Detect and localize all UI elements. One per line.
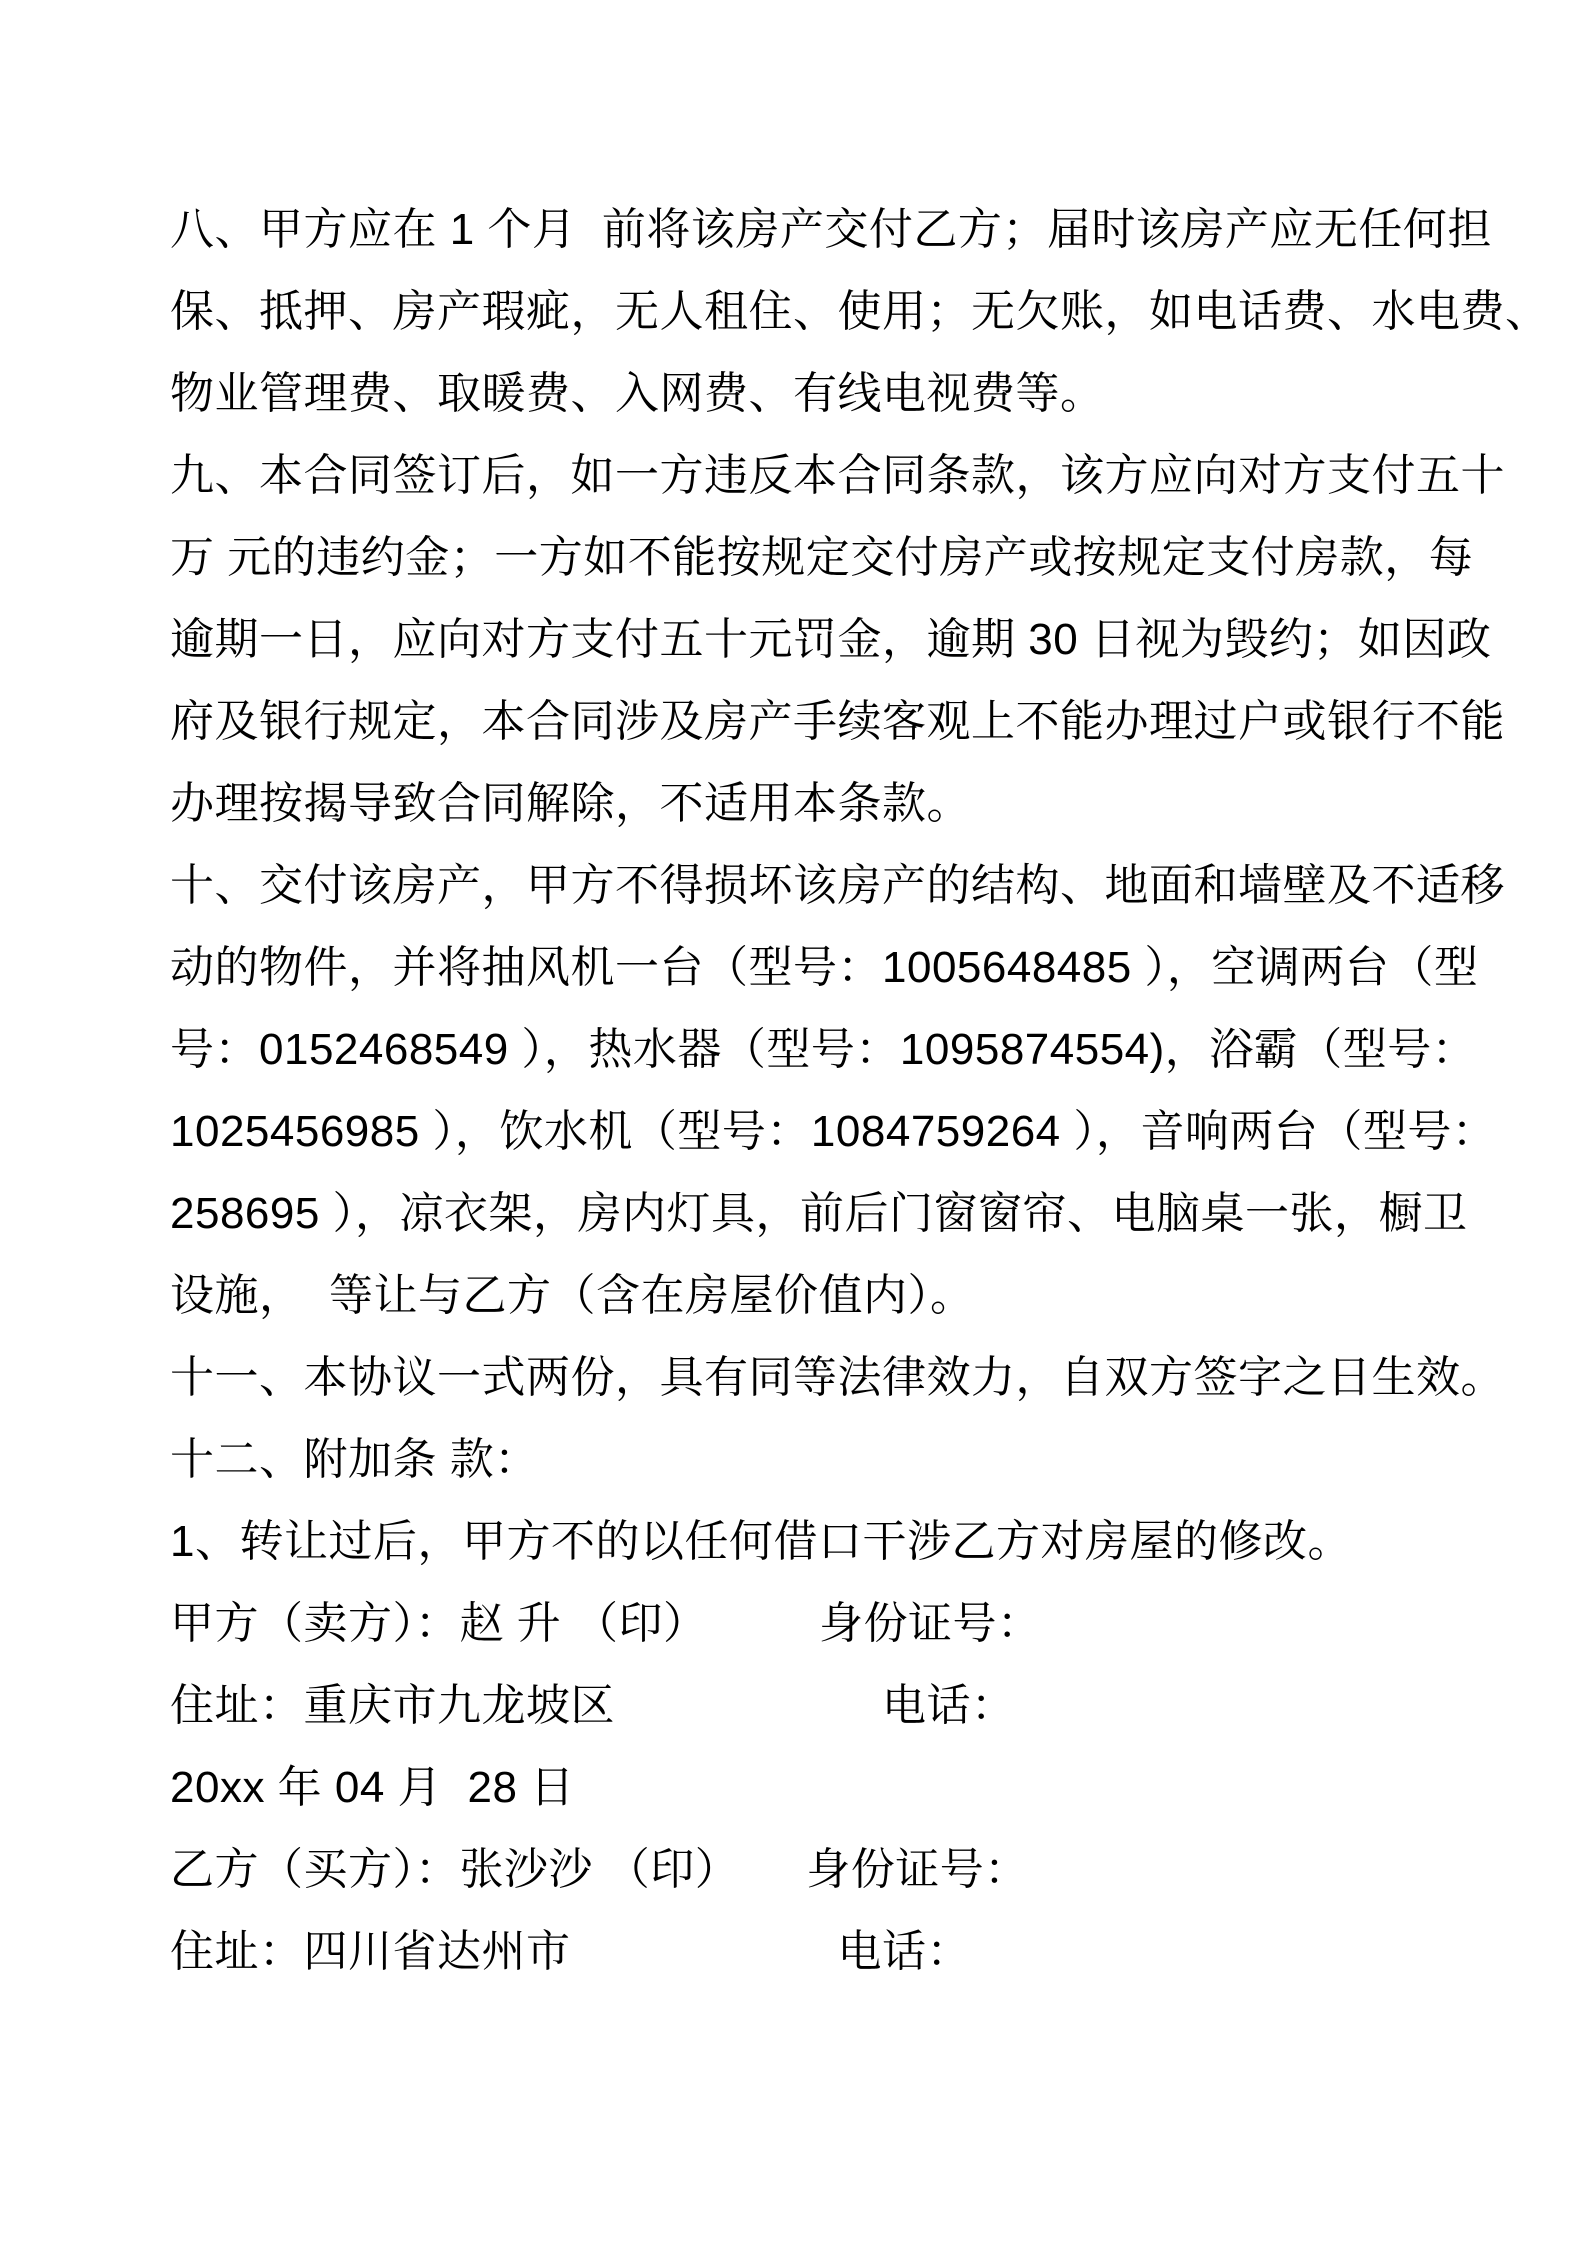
clause-ten-line-5: 258695 ），凉衣架，房内灯具，前后门窗窗帘、电脑桌一张，橱卫	[170, 1189, 1468, 1238]
clause-nine-line-1: 九、本合同签订后，如一方违反本合同条款，该方应向对方支付五十	[170, 451, 1505, 500]
signing-date-line: 20xx 年 04 月 28 日	[170, 1763, 575, 1812]
clause-nine-line-4: 府及银行规定，本合同涉及房产手续客观上不能办理过户或银行不能	[170, 697, 1505, 746]
clause-twelve-heading: 十二、附加条 款：	[170, 1435, 539, 1484]
clause-ten-line-2: 动的物件，并将抽风机一台（型号：1005648485 ），空调两台（型	[170, 943, 1479, 992]
clause-eight-line-1: 八、甲方应在 1 个月 前将该房产交付乙方；届时该房产应无任何担	[170, 205, 1492, 254]
buyer-signature-line: 乙方（买方）：张沙沙 （印） 身份证号：	[170, 1845, 1029, 1894]
clause-eight-line-2: 保、抵押、房产瑕疵，无人租住、使用；无欠账，如电话费、水电费、	[170, 287, 1550, 336]
clause-eight-line-3: 物业管理费、取暖费、入网费、有线电视费等。	[170, 369, 1105, 418]
clause-nine-line-2: 万 元的违约金；一方如不能按规定交付房产或按规定支付房款，每	[170, 533, 1474, 582]
clause-nine-line-3: 逾期一日，应向对方支付五十元罚金，逾期 30 日视为毁约；如因政	[170, 615, 1492, 664]
contract-text-block	[170, 189, 1550, 1993]
clause-ten-line-1: 十、交付该房产，甲方不得损坏该房产的结构、地面和墙壁及不适移	[170, 861, 1505, 910]
clause-ten-line-4: 1025456985 ），饮水机（型号：1084759264 ），音响两台（型号：	[170, 1107, 1497, 1156]
buyer-address-line: 住址：四川省达州市 电话：	[170, 1927, 971, 1976]
clause-ten-line-3: 号：0152468549 ），热水器（型号：1095874554)，浴霸（型号：	[170, 1025, 1477, 1074]
clause-nine-line-5: 办理按揭导致合同解除，不适用本条款。	[170, 779, 971, 828]
clause-eleven-line: 十一、本协议一式两份，具有同等法律效力，自双方签字之日生效。	[170, 1353, 1505, 1402]
additional-clause-1: 1、转让过后，甲方不的以任何借口干涉乙方对房屋的修改。	[170, 1517, 1352, 1566]
seller-address-line: 住址：重庆市九龙坡区 电话：	[170, 1681, 1016, 1730]
seller-signature-line: 甲方（卖方）：赵 升 （印） 身份证号：	[170, 1599, 1042, 1648]
clause-ten-line-6: 设施， 等让与乙方（含在房屋价值内）。	[170, 1271, 975, 1320]
